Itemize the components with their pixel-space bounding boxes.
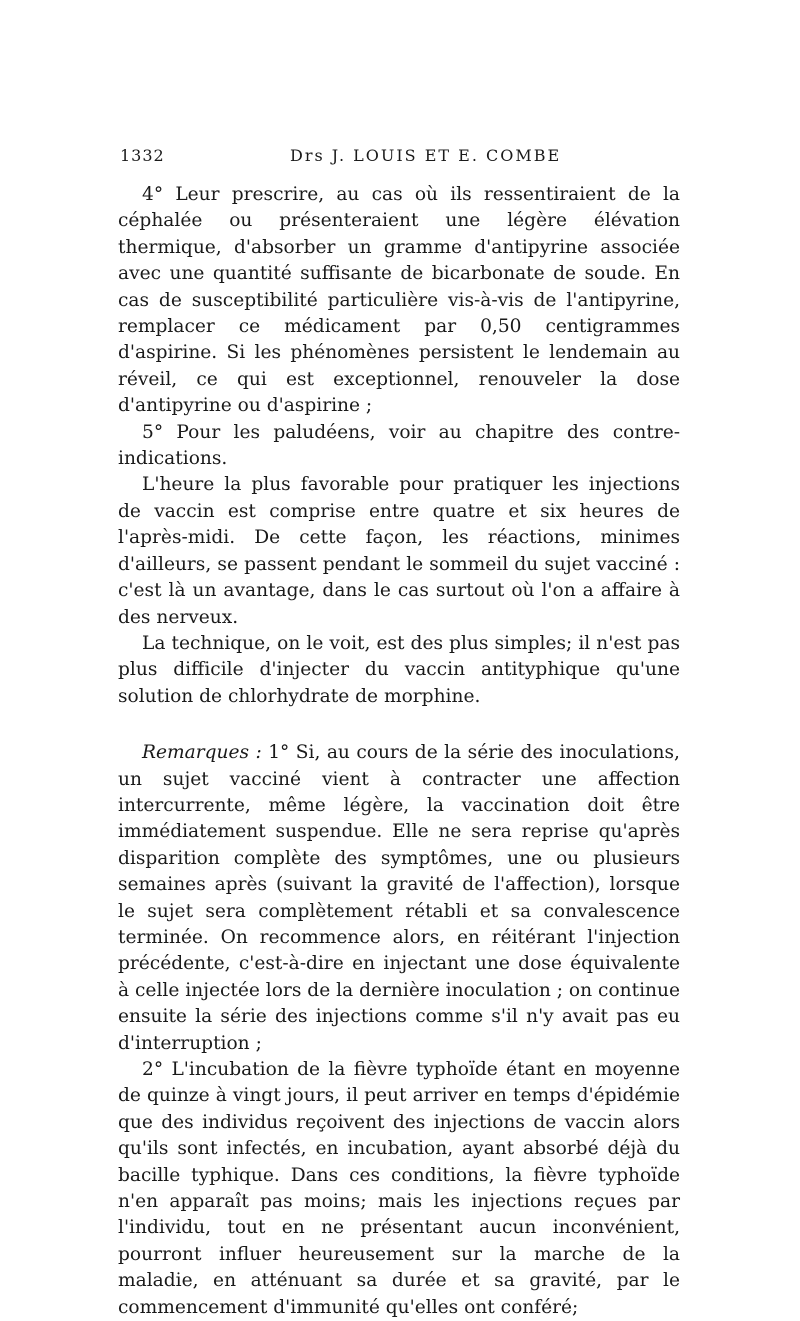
paragraph-remarks-2: 2° L'incubation de la fièvre typhoïde étant en moyenne de quinze à vingt jours, il peut arriver en temps d'épidémie que des individus reçoivent des injections de vaccin alors qu'ils sont infectés, en incubation, ayant absorbé déjà du bacille typhique. Dans ces conditions, la fièvre typhoïde n'en apparaît pas moins; mais les injections reçues par l'individu, tout en ne présentant aucun inconvénient, pourront influer heureusement sur la marche de la maladie, en atténuant sa durée et sa gravité, par le commencement d'immunité qu'elles ont conféré; [118,1059,680,1318]
remarks-first-text: 1° Si, au cours de la série des inoculations, un sujet vacciné vient à contracter une affection intercurrente, même légère, la vaccination doit être immédiatement suspendue. Elle ne sera reprise qu'après disparition complète des symptômes, une ou plusieurs semaines après (suivant la gravité de l'affection), lorsque le sujet sera complètement rétabli et sa convalescence terminée. On recommence alors, en réitérant l'injection précédente, c'est-à-dire en injectant une dose équivalente à celle injectée lors de la dernière inoculation ; on continue ensuite la série des injections comme s'il n'y avait pas eu d'interruption ; [118,742,680,1054]
paragraph-injection-time: L'heure la plus favorable pour pratiquer les injections de vaccin est comprise entre quatre et six heures de l'après-midi. De cette façon, les réactions, minimes d'ailleurs, se passent pendant le sommeil du sujet vacciné : c'est là un avantage, dans le cas surtout où l'on a affaire à des nerveux. [118,474,680,628]
paragraph-antipyrine: 4° Leur prescrire, au cas où ils ressentiraient de la céphalée ou présenteraient une légère élévation thermique, d'absorber un gramme d'antipyrine associée avec une quantité suffisante de bicarbonate de soude. En cas de susceptibilité particulière vis-à-vis de l'antipyrine, remplacer ce médicament par 0,50 centigrammes d'aspirine. Si les phénomènes persistent le lendemain au réveil, ce qui est exceptionnel, renouveler la dose d'antipyrine ou d'aspirine ; [118,184,680,417]
page-body [118,182,680,1321]
paragraph-remarks-1 [118,740,680,1057]
page-number: 1332 [120,146,165,165]
section-gap [118,710,680,740]
paragraph-paludeens: 5° Pour les paludéens, voir au chapitre des contre-indications. [118,421,680,470]
paragraph-technique: La technique, on le voit, est des plus simples; il n'est pas plus difficile d'injecter du vaccin antityphique qu'une solution de chlorhydrate de morphine. [118,632,680,707]
running-head: Drs J. LOUIS ET E. COMBE [290,146,562,165]
page-header [120,146,680,170]
remarks-label: Remarques : [142,742,262,764]
